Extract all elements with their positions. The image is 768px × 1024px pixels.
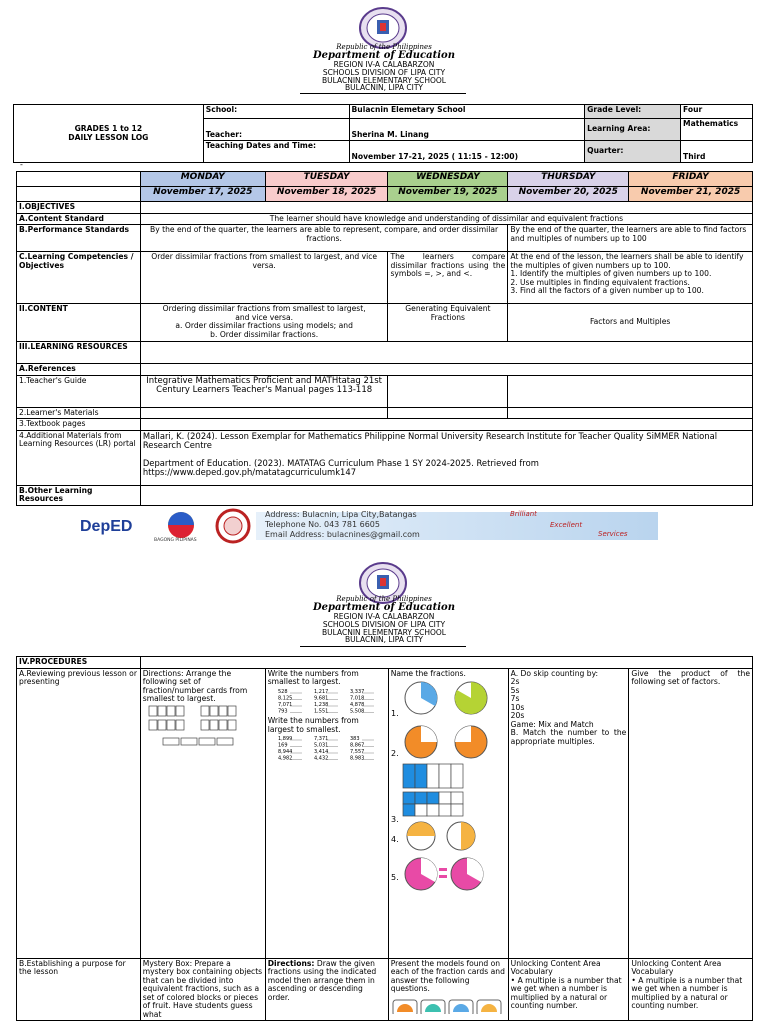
day-friday: FRIDAY	[629, 172, 753, 187]
purpose-tue-bold: Directions:	[267, 958, 315, 968]
area-label: Learning Area:	[585, 119, 681, 141]
department-title: Department of Education	[313, 50, 455, 61]
number-item: 8,867	[349, 742, 365, 749]
fraction-num-5: 5.	[390, 873, 399, 882]
header2-line-1: REGION IV-A CALABARZON	[333, 612, 435, 621]
area-value: Mathematics	[681, 119, 753, 141]
objectives-heading: I.OBJECTIVES	[17, 202, 141, 214]
number-item: 1,238	[313, 701, 329, 708]
number-item: 169	[277, 742, 288, 749]
content-standard-label: A.Content Standard	[17, 213, 141, 225]
other-resources-blank	[140, 485, 752, 505]
header-line-2: SCHOOLS DIVISION OF LIPA CITY	[322, 68, 446, 77]
date-tuesday: November 18, 2025	[265, 187, 388, 202]
content-mt-line-2: a. Order dissimilar fractions using models; and	[175, 321, 353, 330]
purpose-thu-1: • A multiple is a number that we get when a number is multiplied by a natural or counting number.	[510, 975, 622, 1010]
reviewing-label: A.Reviewing previous lesson or presenting	[17, 668, 141, 958]
number-item: 3,337	[349, 688, 365, 695]
page-gap	[0, 548, 768, 560]
performance-label: B.Performance Standards	[17, 225, 141, 252]
thu-line-7: B. Match the number to the appropriate multiples.	[510, 728, 627, 746]
number-item: 3,414	[313, 749, 329, 755]
tg-blank-thf	[508, 375, 753, 407]
procedures-blank	[140, 657, 752, 669]
fraction-num-3: 3.	[390, 815, 399, 824]
bes-excellent: Excellent	[550, 521, 583, 529]
purpose-wednesday	[388, 958, 508, 1021]
dash-mark: -	[20, 160, 23, 169]
competencies-wed: The learners compare dissimilar fractions using the symbols =, >, and <.	[388, 252, 508, 304]
number-item: 8,944	[277, 749, 293, 755]
grade-value: Four	[681, 105, 753, 119]
day-wednesday: WEDNESDAY	[388, 172, 508, 187]
purpose-tue-text: Draw the given fractions using the indicated model then arrange them in ascending or descending order.	[267, 958, 377, 1002]
fraction-num-1: 1.	[390, 709, 399, 718]
header2-line-3: BULACNIN ELEMENTARY SCHOOL	[322, 628, 446, 637]
bes-services: Services	[598, 530, 628, 538]
log-title	[14, 105, 204, 163]
purpose-tuesday	[265, 958, 388, 1021]
bagong-pilipinas-label: BAGONG PILIPINAS	[154, 538, 197, 543]
purpose-friday	[629, 958, 753, 1021]
purpose-monday: Mystery Box: Prepare a mystery box containing objects that can be divided into equivalent fractions, such as a set of colored blocks or pieces of fruit. Have students guess what	[140, 958, 265, 1021]
republic-text: Republic of the Philippines	[336, 43, 432, 51]
reviewing-wed-text: Name the fractions.	[390, 668, 466, 678]
number-item: 4,982	[277, 755, 293, 762]
thu-line-2: 5s	[510, 685, 520, 695]
quarter-value: Third	[681, 141, 753, 163]
textbook-blank	[140, 419, 752, 431]
competencies-label: C.Learning Competencies / Objectives	[17, 252, 141, 304]
school-seal-icon	[210, 508, 256, 544]
reviewing-mon-text: Directions: Arrange the following set of fraction/number cards from smallest to largest.	[142, 668, 248, 703]
number-item: 7,071	[277, 701, 293, 708]
date-thursday: November 20, 2025	[508, 187, 629, 202]
reviewing-tuesday	[265, 668, 388, 958]
header2-line-4: BULACNIN, LIPA CITY	[345, 635, 423, 644]
footer-phone: Telephone No. 043 781 6605	[265, 520, 380, 529]
reviewing-wednesday	[388, 668, 508, 958]
number-item: 793	[277, 708, 288, 714]
day-thursday: THURSDAY	[508, 172, 629, 187]
date-friday: November 21, 2025	[629, 187, 753, 202]
procedures-heading: IV.PROCEDURES	[17, 657, 141, 669]
procedures-table	[16, 656, 753, 1021]
number-item: 4,432	[313, 755, 329, 762]
purpose-wed-text: Present the models found on each of the fraction cards and answer the following questions.	[390, 958, 505, 993]
corner-cell	[17, 172, 141, 187]
thu-line-0: A. Do skip counting by:	[510, 668, 599, 678]
reviewing-tue-text-2: Write the numbers from largest to smallest.	[267, 716, 359, 734]
teachers-guide-text: Integrative Mathematics Proficient and MATHtatag 21st Century Learners Teacher's Manual pages 113-118	[140, 375, 388, 407]
content-standard-text: The learner should have knowledge and understanding of dissimilar and equivalent fractions	[140, 213, 752, 225]
footer-banner	[80, 508, 660, 544]
lm-blank-mt	[140, 407, 388, 419]
school-label: School:	[203, 105, 349, 119]
dll-table	[16, 171, 753, 506]
fraction-num-2: 2.	[390, 749, 399, 758]
learners-materials-label: 2.Learner's Materials	[17, 407, 141, 419]
thu-line-4: 10s	[510, 702, 525, 712]
purpose-fri-1: • A multiple is a number that we get when a number is multiplied by a natural or counting number.	[631, 975, 743, 1010]
header-line-1: REGION IV-A CALABARZON	[333, 60, 435, 69]
number-item: 1,217	[313, 688, 329, 695]
number-item: 8,125	[277, 695, 293, 701]
teachers-guide-label: 1.Teacher's Guide	[17, 375, 141, 407]
day-monday: MONDAY	[140, 172, 265, 187]
day-tuesday: TUESDAY	[265, 172, 388, 187]
fraction-cards-image	[143, 704, 253, 750]
number-item: 7,557	[349, 749, 365, 755]
references-label: A.References	[17, 364, 141, 376]
header2-line-2: SCHOOLS DIVISION OF LIPA CITY	[322, 620, 446, 629]
thu-line-1: 2s	[510, 677, 520, 686]
thu-line-6: Game: Mix and Match	[510, 719, 594, 729]
lm-blank-thf	[508, 407, 753, 419]
number-item: 383	[349, 736, 360, 742]
reviewing-friday: Give the product of the following set of factors.	[629, 668, 753, 958]
grade-label: Grade Level:	[585, 105, 681, 119]
tg-blank-wed	[388, 375, 508, 407]
department-title-2: Department of Education	[313, 602, 455, 613]
additional-label: 4.Additional Materials from Learning Resources (LR) portal	[17, 430, 141, 485]
header-line-3: BULACNIN ELEMENTARY SCHOOL	[322, 76, 446, 85]
deped-logo: DepED	[80, 518, 133, 535]
learning-resources-heading: III.LEARNING RESOURCES	[17, 342, 141, 364]
number-item: 8,983	[349, 755, 365, 762]
log-title-1: GRADES 1 to 12	[74, 124, 143, 133]
content-mt-line-3: b. Order dissimilar fractions.	[210, 329, 319, 339]
content-mt-line-0: Ordering dissimilar fractions from smallest to largest,	[162, 304, 366, 313]
other-resources-label: B.Other Learning Resources	[17, 485, 141, 505]
date-wednesday: November 19, 2025	[388, 187, 508, 202]
content-mon-tue	[140, 304, 388, 342]
number-item: 5,031	[313, 742, 329, 749]
footer-email: Email Address: bulacnines@gmail.com	[265, 530, 420, 539]
number-list-1	[268, 687, 380, 715]
learning-resources-blank	[140, 342, 752, 364]
number-item: 7,371	[313, 736, 329, 742]
comp-thf-line-3: 3. Find all the factors of a given number up to 100.	[510, 286, 704, 295]
content-mt-line-1: and vice versa.	[235, 312, 294, 322]
comp-thf-line-2: 2. Use multiples in finding equivalent fractions.	[510, 277, 690, 287]
purpose-fri-0: Unlocking Content Area Vocabulary	[631, 958, 722, 976]
reviewing-thursday	[508, 668, 629, 958]
fraction-card-models	[391, 994, 503, 1014]
purpose-label: B.Establishing a purpose for the lesson	[17, 958, 141, 1021]
content-thu-fri: Factors and Multiples	[508, 304, 753, 342]
comp-thf-line-0: At the end of the lesson, the learners shall be able to identify the multiples of given numbers up to 100.	[510, 252, 744, 270]
number-item: 5,508	[349, 708, 365, 714]
content-label: II.CONTENT	[17, 304, 141, 342]
reviewing-tue-text-1: Write the numbers from smallest to largest.	[267, 668, 359, 686]
footer-address: Address: Bulacnin, Lipa City,Batangas	[265, 510, 417, 519]
fraction-num-4: 4.	[390, 835, 399, 844]
number-item: 528	[277, 688, 288, 695]
bes-brilliant: Brilliant	[510, 510, 537, 518]
school-value: Bulacnin Elemetary School	[349, 105, 585, 119]
corner-cell-2	[17, 187, 141, 202]
dates-label: Teaching Dates and Time:	[203, 141, 349, 163]
number-item: 7,018	[349, 695, 365, 701]
number-item: 1,551	[313, 708, 329, 714]
additional-ref-2: Department of Education. (2023). MATATAG Curriculum Phase 1 SY 2024-2025. Retrieved from https://www.deped.gov.ph/matatagcurriculumk147	[142, 457, 539, 477]
additional-text	[140, 430, 752, 485]
teacher-value: Sherina M. Linang	[349, 119, 585, 141]
performance-left: By the end of the quarter, the learners are able to represent, compare, and order dissimilar fractions.	[140, 225, 507, 252]
log-title-2: DAILY LESSON LOG	[68, 132, 149, 142]
purpose-thu-0: Unlocking Content Area Vocabulary	[510, 958, 601, 976]
info-table	[13, 104, 753, 163]
number-item: 4,878	[349, 701, 365, 708]
purpose-thursday	[508, 958, 629, 1021]
competencies-mon-tue: Order dissimilar fractions from smallest to largest, and vice versa.	[140, 252, 388, 304]
dates-value: November 17-21, 2025 ( 11:15 - 12:00)	[349, 141, 585, 163]
content-wed: Generating Equivalent Fractions	[388, 304, 508, 342]
republic-text-2: Republic of the Philippines	[336, 595, 432, 603]
thu-line-3: 7s	[510, 694, 520, 703]
textbook-label: 3.Textbook pages	[17, 419, 141, 431]
performance-right: By the end of the quarter, the learners are able to find factors and multiples of numbers up to 100	[508, 225, 753, 252]
comp-thf-line-1: 1. Identify the multiples of given numbers up to 100.	[510, 269, 712, 278]
date-monday: November 17, 2025	[140, 187, 265, 202]
quarter-label: Quarter:	[585, 141, 681, 163]
competencies-thu-fri	[508, 252, 753, 304]
number-item: 9,681	[313, 695, 329, 701]
fraction-models-image	[391, 678, 503, 900]
reviewing-monday	[140, 668, 265, 958]
thu-line-5: 20s	[510, 711, 525, 720]
header-rule	[300, 93, 466, 94]
header-line-4: BULACNIN, LIPA CITY	[345, 83, 423, 92]
bagong-pilipinas-icon	[158, 510, 204, 540]
number-list-2	[268, 734, 380, 762]
number-item: 1,899	[277, 736, 293, 742]
header2-rule	[300, 646, 466, 647]
footer-contact	[265, 510, 420, 540]
additional-ref-1: Mallari, K. (2024). Lesson Exemplar for Mathematics Philippine Normal University Research Institute for Teacher Quality SiMMER National Research Centre	[142, 430, 718, 450]
objectives-blank	[140, 202, 752, 214]
lm-blank-wed	[388, 407, 508, 419]
references-blank	[140, 364, 752, 376]
teacher-label: Teacher:	[203, 119, 349, 141]
